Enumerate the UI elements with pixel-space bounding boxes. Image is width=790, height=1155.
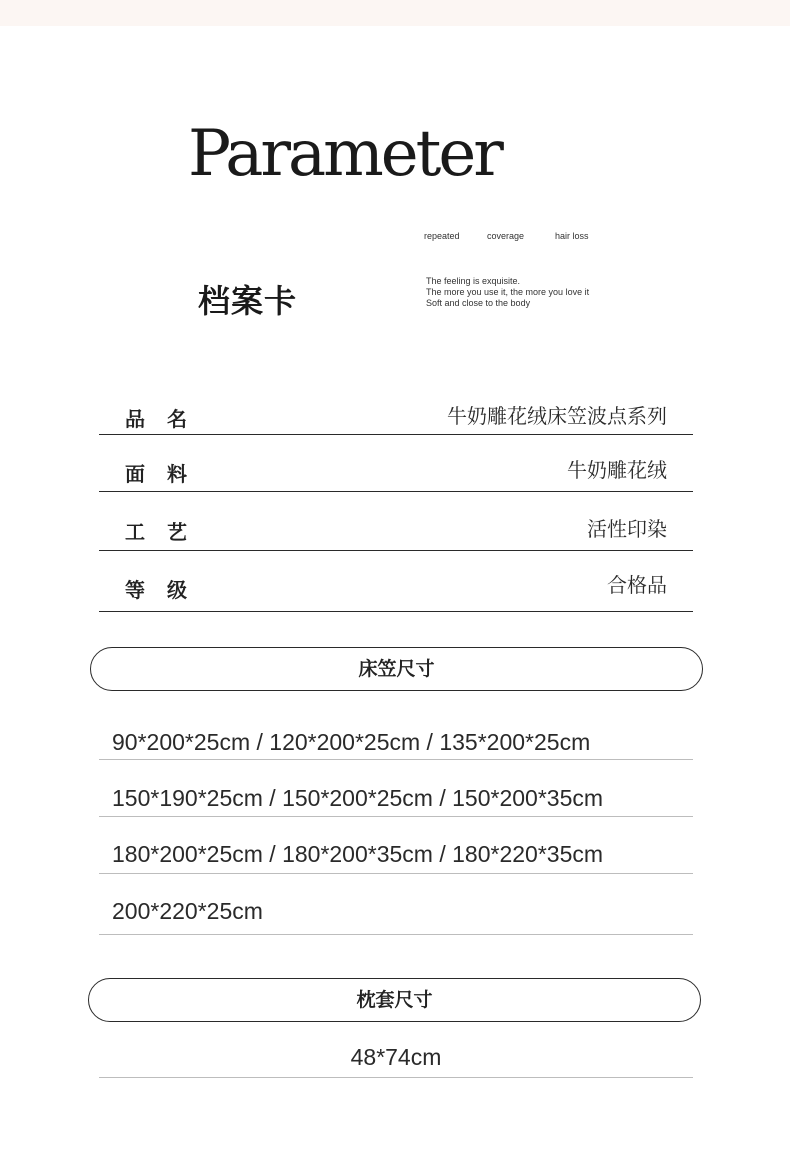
size-row [99, 760, 693, 817]
pillowcase-size: 48*74cm [350, 1044, 442, 1070]
tagline-line-3: Soft and close to the body [426, 298, 531, 308]
tagline-line-1: The feeling is exquisite. [426, 276, 521, 286]
param-value: 牛奶雕花绒床笠波点系列 [447, 404, 667, 428]
size-row [99, 817, 693, 874]
param-label: 面料 [125, 462, 209, 486]
size-text: 150*190*25cm / 150*200*25cm / 150*200*35cm [112, 785, 604, 811]
size-row [99, 874, 693, 935]
size-text: 90*200*25cm / 120*200*25cm / 135*200*25cm [112, 729, 591, 755]
param-row-fabric [99, 434, 693, 492]
param-row-product-name [99, 392, 693, 435]
param-value: 活性印染 [587, 517, 667, 541]
param-value: 合格品 [607, 573, 667, 597]
fitted-sheet-size-heading: 床笠尺寸 [90, 647, 703, 691]
tag-hair-loss: hair loss [555, 231, 589, 241]
tag-repeated: repeated [424, 231, 460, 241]
param-row-grade [99, 550, 693, 612]
size-text: 180*200*25cm / 180*200*35cm / 180*220*35cm [112, 841, 604, 867]
param-label: 工艺 [125, 520, 209, 544]
card-title: 档案卡 [198, 282, 298, 320]
param-row-craft [99, 491, 693, 551]
param-value: 牛奶雕花绒 [567, 458, 667, 482]
tagline-line-2: The more you use it, the more you love it [426, 287, 590, 297]
param-label: 品名 [125, 407, 209, 431]
pillowcase-size-row [99, 1025, 693, 1078]
pillowcase-size-heading: 枕套尺寸 [88, 978, 701, 1022]
top-bar [0, 0, 790, 26]
size-text: 200*220*25cm [112, 898, 263, 924]
brand-title: Parameter [188, 117, 501, 191]
param-label: 等级 [125, 578, 209, 602]
tagline [426, 276, 589, 309]
tag-coverage: coverage [487, 231, 525, 241]
size-row [99, 700, 693, 760]
